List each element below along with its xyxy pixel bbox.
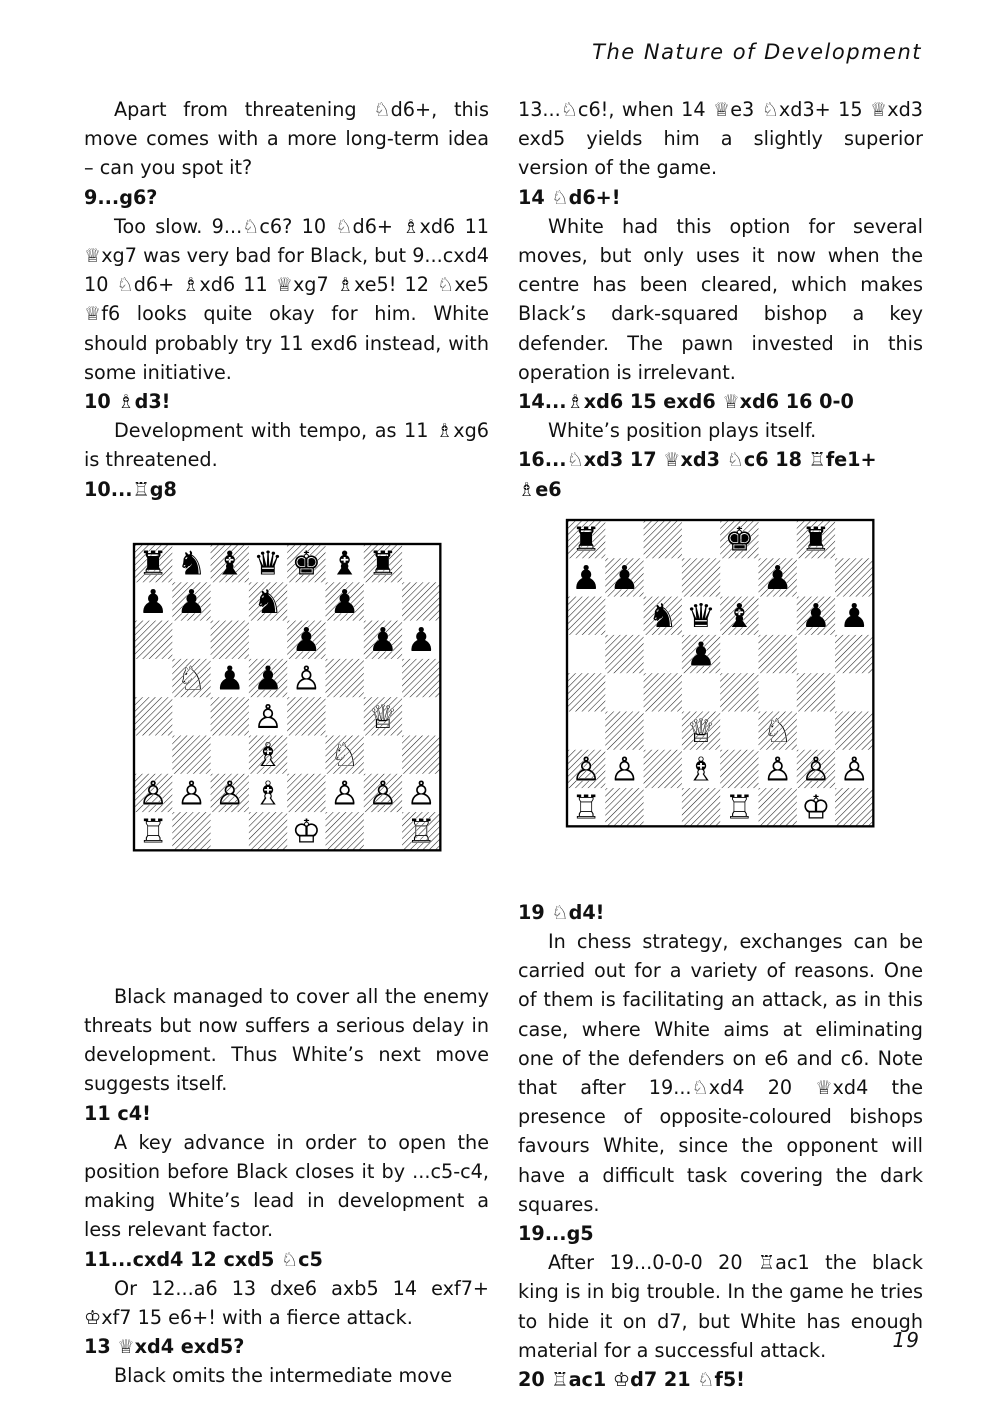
move-line: 19...g5 [518, 1222, 594, 1246]
dark-square-h1 [835, 788, 873, 826]
dark-square-e4 [720, 673, 758, 711]
move-line: 10...♖g8 [84, 477, 177, 501]
dark-square-e2 [287, 774, 325, 812]
move-line: 19 ♘d4! [518, 900, 605, 924]
black-bishop-c8: ♝ [214, 543, 245, 583]
dark-square-f1 [758, 788, 796, 826]
dark-square-d1 [682, 788, 720, 826]
black-rook-g8: ♜ [801, 519, 831, 559]
right-column [518, 95, 923, 1394]
white-knight-f3: ♘ [329, 734, 360, 774]
move-line: 11...cxd4 12 cxd5 ♘c5 [84, 1247, 323, 1271]
paragraph: Development with tempo, as 11 ♗xg6 is threatened. [84, 419, 489, 472]
white-king-e1: ♔ [291, 811, 322, 851]
dark-square-d1 [249, 812, 287, 850]
white-rook-e1: ♖ [724, 787, 755, 827]
white-pawn-g2: ♙ [801, 749, 831, 789]
dark-square-b3 [172, 735, 210, 773]
white-bishop-d2: ♗ [253, 773, 283, 813]
black-knight-c6: ♞ [647, 596, 678, 636]
dark-square-d7 [682, 558, 720, 596]
dark-square-e2 [720, 750, 758, 788]
dark-square-f1 [325, 812, 363, 850]
black-king-e8: ♚ [291, 543, 322, 583]
dark-square-h7 [402, 582, 440, 620]
chess-diagram-board1 [132, 542, 442, 852]
white-pawn-e5: ♙ [291, 658, 322, 698]
white-queen-d3: ♕ [686, 710, 716, 750]
paragraph: 13...♘c6!, when 14 ♕e3 ♘xd3+ 15 ♕xd3 exd5 yields him a slightly superior version of the game. [518, 98, 923, 180]
dark-square-a6 [567, 596, 605, 634]
paragraph: Black managed to cover all the enemy threats but now suffers a serious delay in development. Thus White’s next move suggests itself. [84, 984, 489, 1096]
diagram-board1 [84, 542, 489, 982]
dark-square-h5 [835, 635, 873, 673]
page-number: 19 [892, 1328, 920, 1352]
black-pawn-a7: ♟ [138, 581, 168, 621]
dark-square-c2 [644, 750, 682, 788]
paragraph: Too slow. 9...♘c6? 10 ♘d6+ ♗xd6 11 ♕xg7 was very bad for Black, but 9...cxd4 10 ♘d6+ ♗xd6 11 ♕xg7 ♗xe5! 12 ♘xe5 ♕f6 looks quite okay for him. White should probably try 11 exd6 instead, with some initiative. [84, 214, 489, 384]
paragraph: After 19...0-0-0 20 ♖ac1 the black king is in big trouble. In the game he tries to hide it on d7, but White has enough material for a successful attack. [518, 1251, 923, 1362]
black-bishop-e6: ♝ [724, 596, 755, 636]
white-bishop-d3: ♗ [253, 734, 283, 774]
dark-square-b3 [605, 711, 643, 749]
paragraph: White had this option for several moves, but only uses it now when the centre has been cleared, which makes Black’s dark-squared bishop a key defender. The pawn invested in this operation is irrelevant. [518, 214, 923, 384]
black-pawn-d5: ♟ [686, 634, 716, 674]
white-pawn-d4: ♙ [253, 696, 283, 736]
black-pawn-f7: ♟ [329, 581, 360, 621]
paragraph: A key advance in order to open the position before Black closes it by ...c5-c4, making White’s lead in development a less relevant factor. [84, 1130, 489, 1242]
white-pawn-h2: ♙ [406, 773, 436, 813]
black-pawn-b7: ♟ [176, 581, 207, 621]
dark-square-a6 [134, 620, 172, 658]
left-column [84, 95, 489, 1391]
dark-square-c4 [644, 673, 682, 711]
dark-square-h7 [835, 558, 873, 596]
black-knight-d7: ♞ [253, 581, 283, 621]
black-pawn-c5: ♟ [214, 658, 245, 698]
white-rook-h1: ♖ [406, 811, 436, 851]
chess-diagram-board2 [565, 518, 875, 828]
dark-square-a4 [567, 673, 605, 711]
white-pawn-b2: ♙ [176, 773, 207, 813]
white-pawn-a2: ♙ [571, 749, 601, 789]
dark-square-c8 [644, 520, 682, 558]
black-rook-a8: ♜ [571, 519, 601, 559]
dark-square-e4 [287, 697, 325, 735]
move-line: 20 ♖ac1 ♔d7 21 ♘f5! [518, 1368, 745, 1392]
move-line: 16...♘xd3 17 ♕xd3 ♘c6 18 ♖fe1+ ♗e6 [518, 448, 877, 501]
move-line: 9...g6? [84, 185, 158, 209]
dark-square-b1 [172, 812, 210, 850]
black-pawn-g6: ♟ [368, 620, 398, 660]
white-king-g1: ♔ [801, 787, 831, 827]
dark-square-b1 [605, 788, 643, 826]
black-pawn-h6: ♟ [406, 620, 436, 660]
white-pawn-f2: ♙ [329, 773, 360, 813]
white-knight-f3: ♘ [762, 710, 793, 750]
black-pawn-a7: ♟ [571, 557, 601, 597]
black-pawn-e6: ♟ [291, 620, 322, 660]
move-line: 13 ♕xd4 exd5? [84, 1335, 245, 1359]
dark-square-b5 [605, 635, 643, 673]
dark-square-h3 [835, 711, 873, 749]
move-line: 14 ♘d6+! [518, 185, 621, 209]
dark-square-g4 [797, 673, 835, 711]
dark-square-h3 [402, 735, 440, 773]
white-queen-g4: ♕ [368, 696, 398, 736]
white-pawn-c2: ♙ [214, 773, 245, 813]
diagram-board2 [518, 518, 923, 898]
paragraph: Black omits the intermediate move [114, 1364, 453, 1388]
paragraph: In chess strategy, exchanges can be carried out for a variety of reasons. One of them is facilitating an attack, as in this case, where White aims at eliminating one of the defenders on e6 and c6. Note that after 19...♘xd4 20 ♕xd4 the presence of opposite-coloured bishops favours White, since the opponent will have a difficult task covering the dark squares. [518, 930, 923, 1216]
dark-square-c6 [211, 620, 249, 658]
move-line: 10 ♗d3! [84, 390, 171, 414]
paragraph: Apart from threatening ♘d6+, this move comes with a more long-term idea – can you spot it? [84, 98, 489, 180]
black-queen-d6: ♛ [686, 596, 716, 636]
black-pawn-d5: ♟ [253, 658, 283, 698]
black-pawn-f7: ♟ [762, 557, 793, 597]
dark-square-f5 [758, 635, 796, 673]
move-line: 14...♗xd6 15 exd6 ♕xd6 16 0-0 [518, 390, 854, 414]
black-knight-b8: ♞ [176, 543, 207, 583]
dark-square-c4 [211, 697, 249, 735]
black-rook-a8: ♜ [138, 543, 168, 583]
black-bishop-f8: ♝ [329, 543, 360, 583]
paragraph: White’s position plays itself. [548, 419, 817, 443]
black-pawn-g6: ♟ [801, 596, 831, 636]
white-rook-a1: ♖ [138, 811, 168, 851]
dark-square-h5 [402, 659, 440, 697]
white-pawn-a2: ♙ [138, 773, 168, 813]
white-knight-b5: ♘ [176, 658, 207, 698]
dark-square-f5 [325, 659, 363, 697]
black-queen-d8: ♛ [253, 543, 283, 583]
white-pawn-h2: ♙ [839, 749, 869, 789]
black-pawn-b7: ♟ [609, 557, 640, 597]
black-king-e8: ♚ [724, 519, 755, 559]
white-pawn-f2: ♙ [762, 749, 793, 789]
dark-square-a4 [134, 697, 172, 735]
move-line: 11 c4! [84, 1101, 151, 1125]
white-rook-a1: ♖ [571, 787, 601, 827]
black-pawn-h6: ♟ [839, 596, 869, 636]
white-pawn-b2: ♙ [609, 749, 640, 789]
white-pawn-g2: ♙ [368, 773, 398, 813]
running-title: The Nature of Development [592, 40, 922, 64]
paragraph: Or 12...a6 13 dxe6 axb5 14 exf7+ ♔xf7 15 e6+! with a fierce attack. [84, 1276, 489, 1330]
white-bishop-d2: ♗ [686, 749, 716, 789]
black-rook-g8: ♜ [368, 543, 398, 583]
